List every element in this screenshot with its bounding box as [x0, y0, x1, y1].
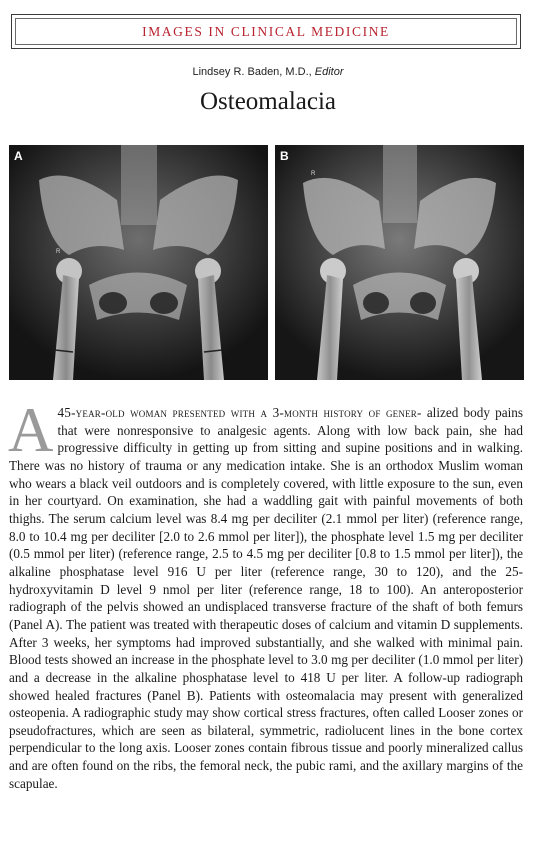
editor-role: Editor — [314, 66, 344, 78]
panel-label-a: A — [14, 149, 23, 163]
article-title: Osteomalacia — [199, 88, 337, 115]
lead-in-text: 45-year-old woman presented with a 3-month history of gener- — [57, 405, 422, 420]
pelvis-radiograph-a — [9, 145, 268, 380]
section-header-box — [11, 14, 521, 49]
section-title: IMAGES IN CLINICAL MEDICINE — [142, 23, 390, 39]
radiograph-panel-a — [9, 145, 268, 380]
radiograph-panel-b — [275, 145, 524, 380]
panel-label-b: B — [280, 149, 289, 163]
pelvis-radiograph-b — [275, 145, 524, 380]
section-header-inner — [15, 18, 517, 45]
editor-line — [0, 66, 536, 78]
drop-cap: A — [8, 395, 54, 465]
editor-name: Lindsey R. Baden, M.D., — [192, 66, 312, 78]
side-marker-a: R — [56, 249, 61, 255]
body-paragraph: alized body pains that were nonresponsive to analgesic agents. Along with low back pain, she had progressive difficulty in getting up from sitting and supine positions and in walking. There was no history of trauma or any medication intake. She is an orthodox Muslim woman who wears a black veil outdoors and is completely covered, with little exposure to the sun, even in her courtyard. On examination, she had a waddling gait with painful movements of both thighs. The serum calcium level was 8.4 mg per deciliter (2.1 mmol per liter) (reference range, 8.0 to 10.4 mg per deciliter [2.0 to 2.6 mmol per liter]), the phosphate level 1.5 mg per deciliter (0.5 mmol per liter) (reference range, 2.5 to 4.5 mg per deciliter [0.8 to 1.5 mmol per liter]), the alkaline phosphatase level 916 U per liter (reference range, 30 to 120), and the 25-hydroxyvitamin D level 9 nmol per liter (reference range, 18 to 100). An anteroposterior radiograph of the pelvis showed an undisplaced transverse fracture of the shaft of both femurs (Panel A). The patient was treated with therapeutic doses of calcium and vitamin D supplements. After 3 weeks, her symptoms had improved substantially, and she walked with minimal pain. Blood tests showed an increase in the phosphate level to 3.0 mg per deciliter (1.0 mmol per liter) and a decrease in the alkaline phosphatase level to 418 U per liter. A follow-up radiograph showed healed fractures (Panel B). Patients with osteomalacia may present with generalized osteopenia. A radiographic study may show cortical stress fractures, often called Looser zones or pseudofractures, which are seen as bilateral, symmetric, radiolucent lines in the bone cortex perpendicular to the long axis. Looser zones contain fibrous tissue and poorly mineralized callus and are often found on the ribs, the femoral neck, the pubic rami, and the axillary margins of the scapulae. — [9, 405, 523, 791]
side-marker-b: R — [311, 171, 316, 177]
article-body — [8, 395, 523, 792]
